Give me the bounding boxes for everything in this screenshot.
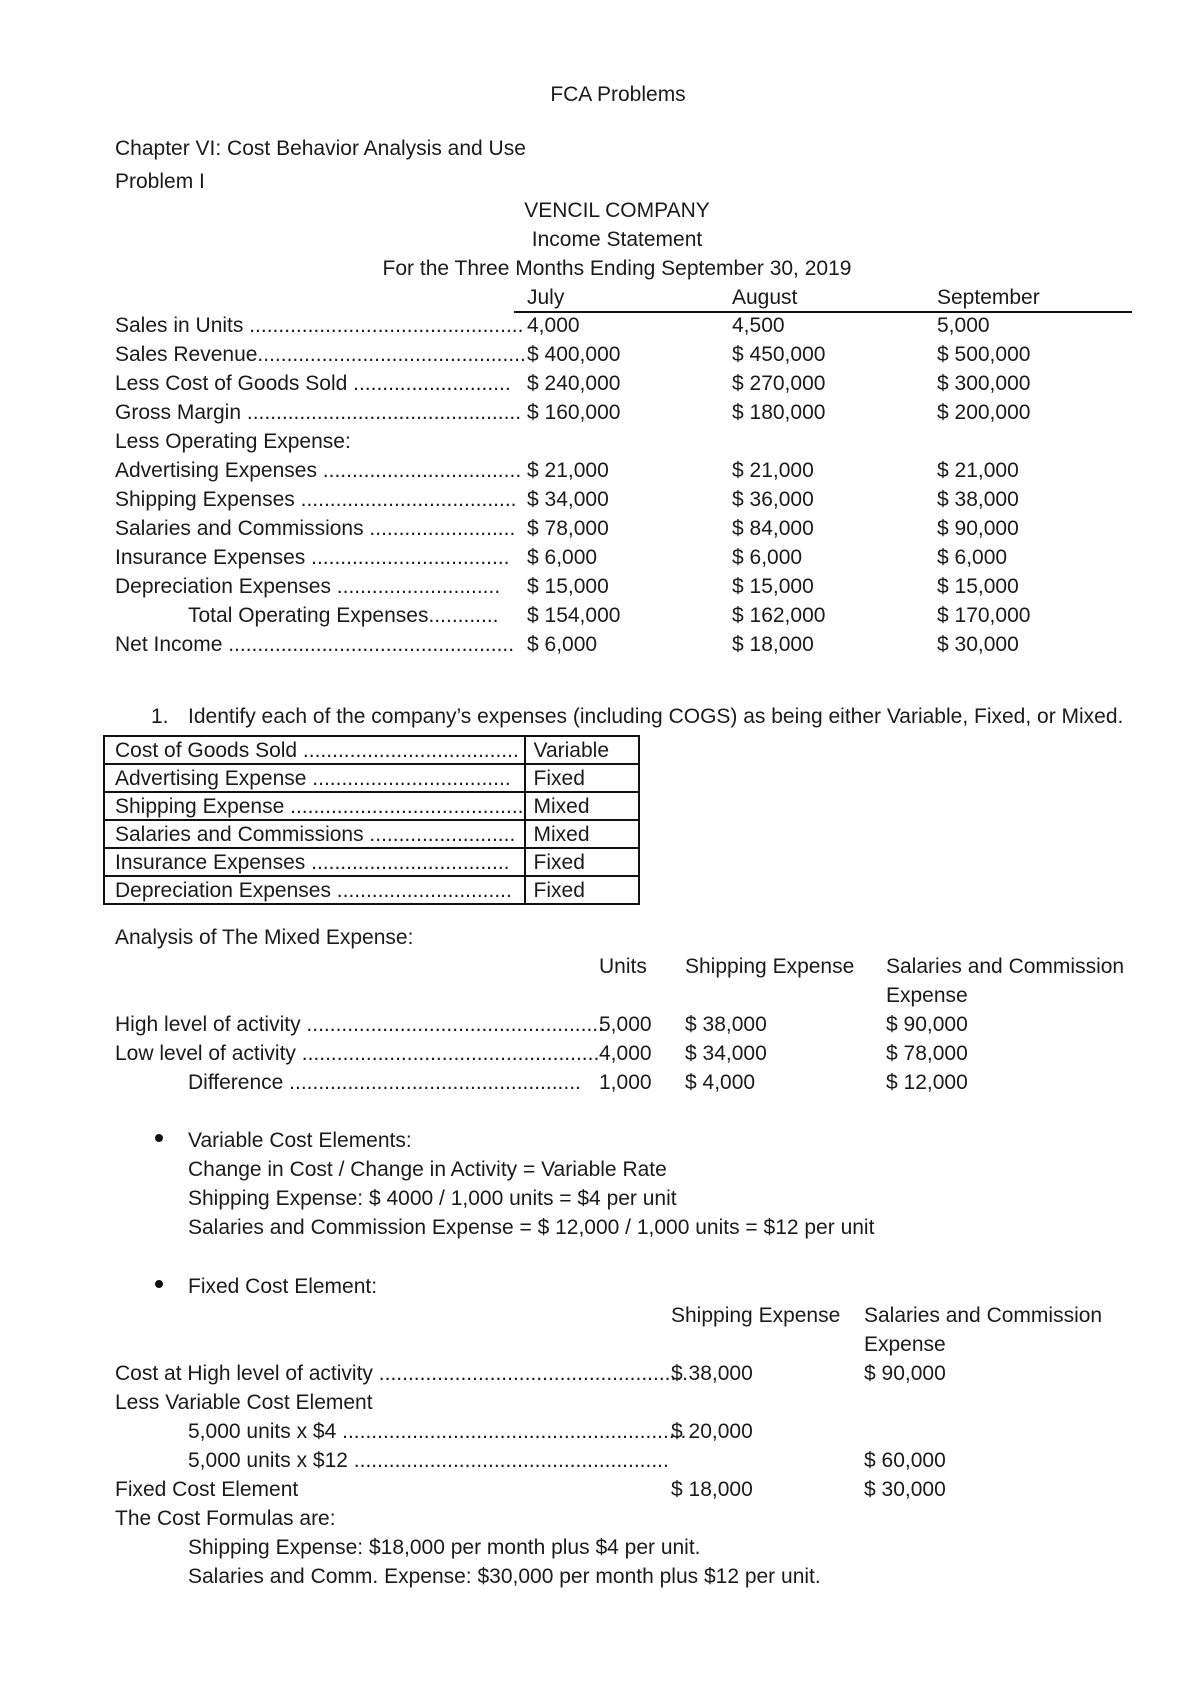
variable-line: Salaries and Commission Expense = $ 12,000 / 1,000 units = $12 per unit (188, 1216, 875, 1239)
month-september: September (937, 286, 1040, 309)
salaries-value: $ 12,000 (886, 1071, 968, 1094)
value-july: $ 15,000 (527, 575, 609, 598)
value-august: $ 18,000 (732, 633, 814, 656)
row-label: Low level of activity ................................................... (115, 1042, 600, 1065)
table-row (104, 848, 639, 876)
row-label: Sales in Units ............................................... (115, 314, 524, 337)
row-label: Advertising Expenses .................................. (115, 459, 522, 482)
value-september: $ 15,000 (937, 575, 1019, 598)
row-label: High level of activity ................................................... (115, 1013, 604, 1036)
expense-name: Shipping Expense ........................................ (104, 792, 525, 820)
col-header-units: Units (599, 955, 647, 978)
bullet-icon (155, 1280, 163, 1288)
salaries-value: $ 78,000 (886, 1042, 968, 1065)
question-number: 1. (151, 705, 169, 728)
value-september: $ 30,000 (937, 633, 1019, 656)
shipping-value: $ 38,000 (671, 1362, 753, 1385)
table-row (104, 820, 639, 848)
table-row (104, 736, 639, 764)
value-august: $ 180,000 (732, 401, 826, 424)
col-header-salaries: Salaries and Commission (886, 955, 1125, 978)
value-august: 4,500 (732, 314, 785, 337)
variable-line: Change in Cost / Change in Activity = Variable Rate (188, 1158, 667, 1181)
units-value: 4,000 (599, 1042, 652, 1065)
expense-type: Fixed (525, 876, 639, 904)
expense-name: Insurance Expenses .................................. (104, 848, 525, 876)
value-july: $ 400,000 (527, 343, 621, 366)
value-august: $ 162,000 (732, 604, 826, 627)
salaries-value: $ 90,000 (864, 1362, 946, 1385)
expense-name: Advertising Expense .................................. (104, 764, 525, 792)
formula-line: Shipping Expense: $18,000 per month plus $4 per unit. (188, 1536, 701, 1559)
company-name: VENCIL COMPANY (524, 199, 710, 222)
row-label: Less Operating Expense: (115, 430, 351, 453)
row-label: Less Cost of Goods Sold ........................... (115, 372, 511, 395)
value-august: $ 84,000 (732, 517, 814, 540)
row-label: 5,000 units x $4 ........................................................... (188, 1420, 687, 1443)
value-july: $ 34,000 (527, 488, 609, 511)
row-label: Difference .................................................. (188, 1071, 581, 1094)
mixed-analysis-title: Analysis of The Mixed Expense: (115, 926, 414, 949)
fixed-element-title: Fixed Cost Element: (188, 1275, 378, 1298)
value-july: $ 6,000 (527, 546, 598, 569)
units-value: 1,000 (599, 1071, 652, 1094)
value-july: 4,000 (527, 314, 580, 337)
value-july: $ 240,000 (527, 372, 621, 395)
value-september: $ 300,000 (937, 372, 1031, 395)
salaries-value: $ 90,000 (886, 1013, 968, 1036)
expense-type: Fixed (525, 848, 639, 876)
salaries-value: $ 30,000 (864, 1478, 946, 1501)
bullet-icon (155, 1134, 163, 1142)
value-august: $ 36,000 (732, 488, 814, 511)
value-september: $ 21,000 (937, 459, 1019, 482)
formulas-title: The Cost Formulas are: (115, 1507, 336, 1530)
table-row (104, 876, 639, 904)
row-label: Total Operating Expenses............ (188, 604, 499, 627)
value-july: $ 160,000 (527, 401, 621, 424)
col-header-salaries-line2: Expense (864, 1333, 946, 1356)
expense-name: Depreciation Expenses .............................. (104, 876, 525, 904)
value-september: $ 90,000 (937, 517, 1019, 540)
page-title: FCA Problems (550, 83, 686, 106)
expense-type: Mixed (525, 820, 639, 848)
value-august: $ 6,000 (732, 546, 803, 569)
expense-name: Cost of Goods Sold ..................................... (104, 736, 525, 764)
row-label: Less Variable Cost Element (115, 1391, 373, 1414)
row-label: Insurance Expenses .................................. (115, 546, 510, 569)
value-september: $ 200,000 (937, 401, 1031, 424)
value-august: $ 15,000 (732, 575, 814, 598)
value-september: $ 500,000 (937, 343, 1031, 366)
row-label: Salaries and Commissions ......................... (115, 517, 516, 540)
value-july: $ 21,000 (527, 459, 609, 482)
shipping-value: $ 34,000 (685, 1042, 767, 1065)
shipping-value: $ 20,000 (671, 1420, 753, 1443)
question-text: Identify each of the company’s expenses (including COGS) as being either Variable, Fixed, or Mixed. (188, 705, 1124, 728)
row-label: Shipping Expenses ..................................... (115, 488, 517, 511)
statement-period: For the Three Months Ending September 30, 2019 (382, 257, 852, 280)
row-label: Fixed Cost Element (115, 1478, 299, 1501)
col-header-shipping: Shipping Expense (685, 955, 855, 978)
value-july: $ 6,000 (527, 633, 598, 656)
problem-heading: Problem I (115, 170, 205, 193)
row-label: Sales Revenue.............................................. (115, 343, 526, 366)
table-row (104, 792, 639, 820)
table-row (104, 764, 639, 792)
value-september: $ 170,000 (937, 604, 1031, 627)
classification-table (103, 735, 640, 905)
expense-type: Variable (525, 736, 639, 764)
col-header-shipping: Shipping Expense (671, 1304, 841, 1327)
row-label: Cost at High level of activity ..................................................... (115, 1362, 688, 1385)
shipping-value: $ 18,000 (671, 1478, 753, 1501)
units-value: 5,000 (599, 1013, 652, 1036)
value-september: 5,000 (937, 314, 990, 337)
shipping-value: $ 4,000 (685, 1071, 756, 1094)
value-august: $ 270,000 (732, 372, 826, 395)
value-august: $ 450,000 (732, 343, 826, 366)
statement-name: Income Statement (531, 228, 703, 251)
col-header-salaries: Salaries and Commission (864, 1304, 1103, 1327)
expense-type: Mixed (525, 792, 639, 820)
value-july: $ 78,000 (527, 517, 609, 540)
expense-type: Fixed (525, 764, 639, 792)
month-july: July (527, 286, 565, 309)
col-header-salaries-line2: Expense (886, 984, 968, 1007)
row-label: Gross Margin ............................................... (115, 401, 522, 424)
variable-line: Shipping Expense: $ 4000 / 1,000 units = $4 per unit (188, 1187, 677, 1210)
value-august: $ 21,000 (732, 459, 814, 482)
variable-elements-title: Variable Cost Elements: (188, 1129, 412, 1152)
formula-line: Salaries and Comm. Expense: $30,000 per month plus $12 per unit. (188, 1565, 821, 1588)
chapter-heading: Chapter VI: Cost Behavior Analysis and Use (115, 137, 526, 160)
month-august: August (732, 286, 798, 309)
value-september: $ 6,000 (937, 546, 1008, 569)
row-label: Depreciation Expenses ............................ (115, 575, 501, 598)
salaries-value: $ 60,000 (864, 1449, 946, 1472)
shipping-value: $ 38,000 (685, 1013, 767, 1036)
row-label: 5,000 units x $12 ...................................................... (188, 1449, 669, 1472)
row-label: Net Income ................................................. (115, 633, 515, 656)
value-july: $ 154,000 (527, 604, 621, 627)
value-september: $ 38,000 (937, 488, 1019, 511)
header-rule (514, 311, 1132, 313)
expense-name: Salaries and Commissions ......................... (104, 820, 525, 848)
